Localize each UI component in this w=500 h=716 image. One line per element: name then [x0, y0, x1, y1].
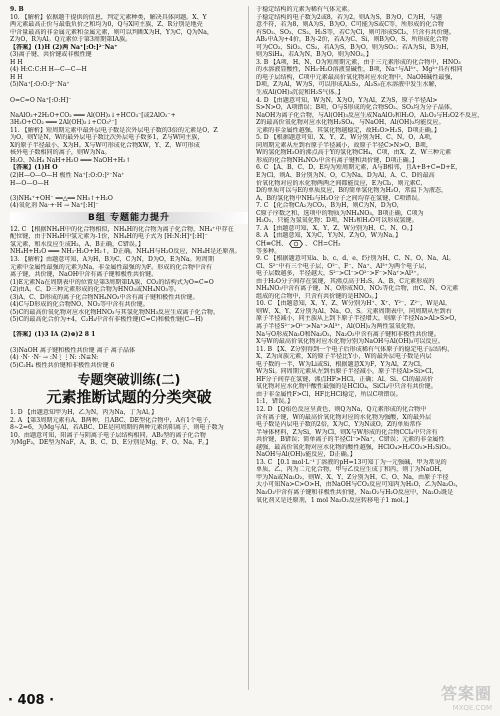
text-line: NH₄NO₃中含有离子键，N、O形成NO、NO₂等化合物，由C、N、O元素: [256, 285, 459, 293]
text-line: 9. C 【根据题意可知a、b、c、d、e、f分别为H、C、N、O、Na、Al。: [256, 255, 455, 263]
text-line: 10. 【解析】依据题干提供的信息，判定元素种类，解决具体问题。X、Y: [10, 13, 207, 21]
text-line: 12. C 【根据NH₄H中的化合物相似，NH₄H的化合物为离子化合物，NH₄⁺中存在: [10, 225, 234, 233]
text-line: H H: [10, 73, 23, 81]
text-line: Na与O形成Na₂O和Na₂O₂，Na₂O₂中含有离子键和非极性共价键。: [256, 330, 440, 338]
text-fragment: CH≡CH、: [256, 240, 290, 248]
text-line: (3)A、C、D形成的离子化合物NH₄NO₃中含有离子键和极性共价键。: [10, 293, 199, 301]
text-line: Z为O，R为Al。Q元素位于第3周期第ⅠA族。: [10, 36, 132, 44]
section-title: 专题突破训练(二): [77, 373, 181, 389]
text-line: (5)Na⁺[:Ö:Ö:]²⁻Na⁺: [10, 81, 70, 89]
text-line: 元素的非金属性越强，其氢化物越稳定，故H₂O>H₂S，D项正确。】: [256, 126, 440, 134]
text-line: 两元素最高正价与最低负价之和均为0，Q与X同主族，Z、R分别是地壳: [10, 21, 203, 29]
text-line: AB₂中A为+4价，B为-2价，若A为C、Si，则B为O、S，所形成化合物: [256, 36, 448, 44]
text-line: 等多种。: [256, 247, 281, 255]
text-line: [10, 324, 248, 332]
text-line: 【答案】(1)H (2)两 Na⁺[:Ö:]²⁻Na⁺: [10, 43, 118, 51]
text-line: 8~2=6，为Mg与Al，若ABC、DE是同周期的两种元素的阳离子，则电子数为: [10, 424, 224, 432]
text-line: (2)由A、C、D三种元素形成的化合物为HNO₃或NH₄NO₃等。: [10, 286, 181, 294]
text-line: 4. D 【由题意可知，W为N，X为O，Y为Al，Z为S，原子半径Al>: [256, 96, 438, 104]
text-line: [256, 240, 494, 248]
text-line: 越强，最高价氧化物对应水化物的酸性越强，HClO₄>H₂CO₃>H₂SiO₃。: [256, 443, 455, 451]
text-line: 电子数的一半，W为Li或Si，根据题意X为F，Y为Al，Z为Cl，: [256, 360, 427, 368]
text-line: NH₄H+H₂O ═══ NH₃·H₂O+H₂↑，D正确。NH₄H与H₂O反应，NH₄H是还原剂。: [10, 248, 241, 256]
text-line: 氢元素，和水反应生成H₂，A、B正确，C错误。】: [10, 240, 145, 248]
text-line: 同周期元素从左到右原子半径减小，故原子半径C>N>O，B项，: [256, 141, 432, 149]
text-line: D项，Z为Al，W为S，可以形成Al₂S₃，Al₂S₃在水溶液中发生水解，: [256, 81, 441, 89]
text-line: 电子层数越多，半径越大，S²⁻>Cl⁻>O²⁻>F⁻>Na⁺>Al³⁺。: [256, 270, 423, 278]
text-line: X、Z为卤族元素，X的原子半径比Y小，W的最外层电子数是内层: [256, 353, 432, 361]
text-line: 组成的化合物中，只含有共价键的是HNO₃。】: [256, 292, 381, 300]
text-line: 13. 【解析】由题意可知，A为H，B为C，C为N，D为O，E为Na。短周期: [10, 255, 214, 263]
text-line: (4) ·N̈· ·N̈· → :N⋮⋮N: :N≡N:: [10, 354, 99, 362]
text-line: Na₂O₂中含有离子键和非极性共价键，Na₂O₂与H₂O反应中，Na₂O₂既是: [256, 489, 454, 496]
text-line: 含有离子键，W的最高价氧化物对应的水化物为强酸，X的最外层: [256, 413, 432, 421]
text-line: 12. D 【Q焰色反应呈黄色，则Q为Na，Q元素形成的化合物中: [256, 405, 427, 413]
text-line: 共价键，B错误；简单离子的半径Cl⁻>Na⁺，C错误；元素的非金属性: [256, 436, 445, 444]
text-line: H₂O、N₂H₄ NaH+H₂O ═══ NaOH+H₂↑: [10, 156, 131, 164]
text-line: 则W、X、Y、Z分别为Al、Na、O、S。元素周期表中，同周期从左到右: [256, 307, 452, 315]
text-line: 价氧化物对应的水化物两两之间都能反应，E为Cl₂，则元素C、: [256, 179, 427, 187]
text-line: 甲为Na或Na₂O₂，则W、X、Y、Z分别为H、C、O、Na，由原子半径: [256, 473, 449, 481]
text-line: 生成Al(OH)₃沉淀和H₂S气体。】: [256, 89, 344, 97]
text-line: 9. B: [10, 6, 24, 13]
text-line: (5)C₂H₄ 极性共价键和非极性共价键 6: [10, 361, 115, 369]
text-line: 【答案】(1)H O: [10, 164, 58, 172]
text-line: 7. C 【化合物CA₂为CO₂，B为H，则C为N，D为O，: [256, 202, 403, 210]
watermark-logo-text: 答案圈: [440, 684, 492, 703]
text-line: 意不符，若为8，则A为S，B为O，C可能为S或C等，所形成的化合物: [256, 21, 444, 29]
text-line: 2. A 【第3周期元素有A、B两种，且ABC、DE型化合物中，A有1个电子，: [10, 416, 215, 424]
text-line: H H: [10, 58, 23, 66]
text-line: 电子数是内层电子数的2倍，X为C，Y为N或O，Z的单质常作: [256, 421, 422, 429]
text-line: A、B的氢化物中NH₃与H₂O分子之间均存在氢键，C项错误。: [256, 194, 424, 202]
text-line: 3H₂O+CO₂ ═══ 2Al(OH)₃↓+CO₃²⁻]: [10, 119, 117, 127]
text-line: HF分子间存在氢键，沸点HF>HCl，正确；Al、Si、Cl的最高价: [256, 375, 434, 383]
text-line: 离子键、共价键，NaOH中含有离子键和极性共价键。: [10, 271, 158, 279]
text-line: 的水溶液显酸性，NH₃·H₂O溶液显碱性，B项，Na⁺与Al³⁺、Mg²⁺具有相同: [256, 66, 463, 74]
watermark: [441, 681, 492, 712]
text-line: O=C=O Na⁺[:Ö:H]⁻: [10, 96, 72, 104]
text-line: 11. B 【X、Z分别得到一个电子后形成稀有气体原子的稳定电子层结构，: [256, 345, 454, 353]
text-line: 氧化剂又是还原剂，1 mol Na₂O₂反应转移电子1 mol。】: [256, 496, 412, 504]
text-line: [10, 187, 248, 195]
text-line: 【答案】(1)3 ⅠA (2)⊕)2 8 1: [10, 331, 96, 339]
right-column: [256, 6, 494, 504]
text-line: 由于H₂O分子间存在氢键，其沸点高于H₂S。A、B、C元素形成的: [256, 277, 435, 285]
text-line: 1. D 【由题意知甲为H，乙为N，丙为Na，丁为Al。】: [10, 409, 158, 417]
text-line: 10. C 【由题意知，X、Y、Z、W分别为H⁺、X⁺、Y²⁻、Z²⁻，W是Al，: [256, 300, 452, 308]
text-line: NaOH为离子化合物，与Al(OH)₃反应生成NaAlO₂和H₂O，Al₂O₃与H₂O2不反应，: [256, 111, 484, 119]
text-line: 10。由题意可知，阳离子与阴离子电子层结构相同，AB₂型的离子化合物: [10, 431, 206, 439]
left-column: [10, 6, 248, 447]
text-line: (1)E元素Na在周期表中的位置是第3周期第ⅠA族，CO₂的结构式为O=C=O: [10, 278, 214, 286]
text-line: (2)H—O—O—H 极性 Na⁺[:Ö:Ö:]²⁻Na⁺: [10, 172, 125, 180]
text-line: 为MgF₂，DE型为NaF，A、B、C、D、E分别是Mg、F、O、Na、F。】: [10, 439, 212, 447]
text-line: 于稳定结构的元素为稀有气体元素。: [256, 6, 354, 13]
text-line: 单质，乙、丙为二元化合物，甲与乙反应生成丁和丙，则丁为NaOH，: [256, 466, 446, 474]
text-line: H—O—O—H: [10, 179, 49, 187]
text-line: 形成的化合物NH₄NO₃中含有离子键和共价键，D项正确。】: [256, 156, 418, 164]
text-line: 可为CO₂、SiO₂、CS₂，若A为S，B为O，则为SO₂；若A为Si，B为H，: [256, 43, 453, 51]
text-line: W为Si。同周期元素从左到右原子半径减小，原子半径Al>Si>Cl，: [256, 368, 438, 376]
text-line: X的原子半径最小，X为H。X与W可形成化合物XW，Y、Z、W可形成: [10, 141, 200, 149]
text-line: 3. B 【A项，H、N、O为短周期元素，由于三元素形成的化合物中，HNO₃: [256, 58, 461, 66]
text-line: 半导体材料，Z为Si，W为Cl，则X与W形成的化合物CCl₄中只含有: [256, 428, 438, 436]
text-line: [10, 339, 248, 347]
text-line: (4)氧化剂 Na·+·H → Na⁺[:H]⁻: [10, 202, 99, 210]
text-line: (5)C的最高化合价为+4，C₂H₄中含有非极性键(C=C)和极性键(C—H): [10, 316, 203, 324]
text-line: NaOH与Al(OH)₃能反应，D正确。】: [256, 451, 356, 459]
text-line: 原子半径减小，同主族从上到下原子半径增大，则原子半径Na>Al>S>O，: [256, 315, 461, 323]
text-line: D的单质可以与E的单质反应，B的简单氢化物为H₂O，常温下为液态，: [256, 187, 448, 195]
text-fragment: 、 CH=CH₂: [303, 240, 341, 248]
page-number: · 408 ·: [8, 693, 55, 708]
column-divider: [248, 6, 249, 690]
text-line: 6. C 【A、B、C、D、E均为短周期元素，A与B相邻，且A+B+C=D+E，: [256, 164, 462, 172]
text-line: 为O，则Y是N，W的最外层电子数比次外层电子数多1，Z与W同主族，: [10, 134, 204, 142]
text-line: 由于非金属性F>Cl，HF比HCl稳定，所以C项错误。: [256, 390, 402, 398]
text-line: 大小可知Na>C>O>H，由NaOH与CO₂反应可知丙为H₂O，乙为Na₂O₂，: [256, 481, 462, 489]
text-line: (4)C与D形成的化合物NO、NO₂等中含有共价键。: [10, 301, 149, 309]
text-line: 有SO₂、SO₃、CS₂、H₂S等，若C为Cl，则可形成SCl₂，只含有共价键。: [256, 28, 455, 36]
text-line: NaAlO₂+2H₂O+CO₂ ═══ Al(OH)₃↓+HCO₃⁻[或2AlO₂⁻+: [10, 111, 176, 119]
text-line: 11. 【解析】短周期元素中最外层电子数是次外层电子数的3倍的元素是O，Z: [10, 126, 218, 134]
text-line: X与W的最高价氧化物对应水化物分别为NaOH与Al(OH)₃可以反应。: [256, 338, 444, 346]
text-line: 核外电子数相同的离子，则W为Na。: [10, 149, 111, 157]
text-line: 离子半径S²⁻>O²⁻>Na⁺>Al³⁺，Al(OH)₃为两性氢氧化物。: [256, 322, 420, 330]
text-line: (5)C的最高价氧化物对应水化物HNO₃与其氢化物NH₃反应生成离子化合物。: [10, 308, 219, 316]
text-line: S>N>O，A项错误；B项，O与S形成的化合物SO₂、SO₃均为分子晶体，: [256, 104, 457, 112]
text-line: 1:1，错误。】: [256, 398, 294, 406]
text-line: 子稳定结构的电子数为2或8，若为2，则A为S，B为O，C为H，与题: [256, 13, 442, 21]
text-line: 中含量最高的非金属元素和金属元素，则可以判断X为H，Y为C，Q为Na，: [10, 28, 213, 36]
text-line: Cl、S²⁻中有三个电子层，O²⁻、F⁻、Na⁺、Al³⁺为两个电子层，: [256, 262, 431, 270]
text-line: 氧化物对应水化物中酸性最强的是HClO₄，SiCl₄中只含有共价键。: [256, 383, 437, 391]
text-line: E为Cl，则A、B分别为N、O，C为Na，D为Al，A、C、D的最高: [256, 172, 435, 180]
text-line: 13. C 【0.1 mol·L⁻¹丁溶液的pH=13可知丁为一元强碱，甲为常见的: [256, 458, 447, 466]
text-line: 的电子层结构，C项中元素最高价氧化物对应水化物中，NaOH碱性最强，: [256, 73, 457, 81]
section-subtitle: 元素推断试题的分类突破: [46, 388, 212, 407]
section-banner: B组 专题能力提升: [10, 212, 248, 224]
text-line: 7. A 【由题意可知，X、Y、Z、W分别为H、C、N、O。】: [256, 224, 416, 232]
text-line: (3)NH₄⁺+OH⁻ ══△══ NH₃↑+H₂O: [10, 194, 113, 202]
text-line: (4) H:C:C:H H—C—C—H: [10, 66, 87, 74]
text-line: W的氢化物H₂O的沸点高于Y的氢化物CH₄，C项，由X、Z、W三种元素: [256, 149, 452, 157]
text-line: 则为SiH₄，若A为N，B为O，则为NO₂。】: [256, 51, 372, 59]
benzene-ring-icon: [289, 240, 303, 248]
text-line: [10, 104, 248, 112]
text-line: H₂O₂，只能为氢氧化物；D项，NH₃和H₂O可以形成氢键。: [256, 217, 418, 225]
text-line: 5. D 【根据题意可知，X、Y、Z、W分别为H、C、N、O，A项，: [256, 134, 437, 142]
text-line: (3)离子键、共价键或非极性键: [10, 51, 92, 59]
text-line: [10, 89, 248, 97]
text-line: 8. A 【由题意知，X为C，Y为N，Z为O，W为Na。】: [256, 232, 402, 240]
text-line: Z的最高价氧化物对应水化物H₂SO₄，与NaOH、Al(OH)₃均能反应。: [256, 119, 445, 127]
watermark-url: MXQE.COM: [452, 704, 492, 712]
text-line: 元素中金属性最强的元素为Na，非金属性最强的为F。形成的化合物中含有: [10, 263, 213, 271]
text-line: C原子序数之和，选项中的物质为NH₄NO₃，B项正确，C项为: [256, 209, 424, 217]
text-line: 配位键，由于NH₄H中氢元素为-1价，NH₄H的电子式为 [H:N̈:H]⁺[:H]⁻: [10, 233, 208, 241]
text-line: (3)NaOH 离子键和极性共价键 离子 离子晶体: [10, 346, 136, 354]
